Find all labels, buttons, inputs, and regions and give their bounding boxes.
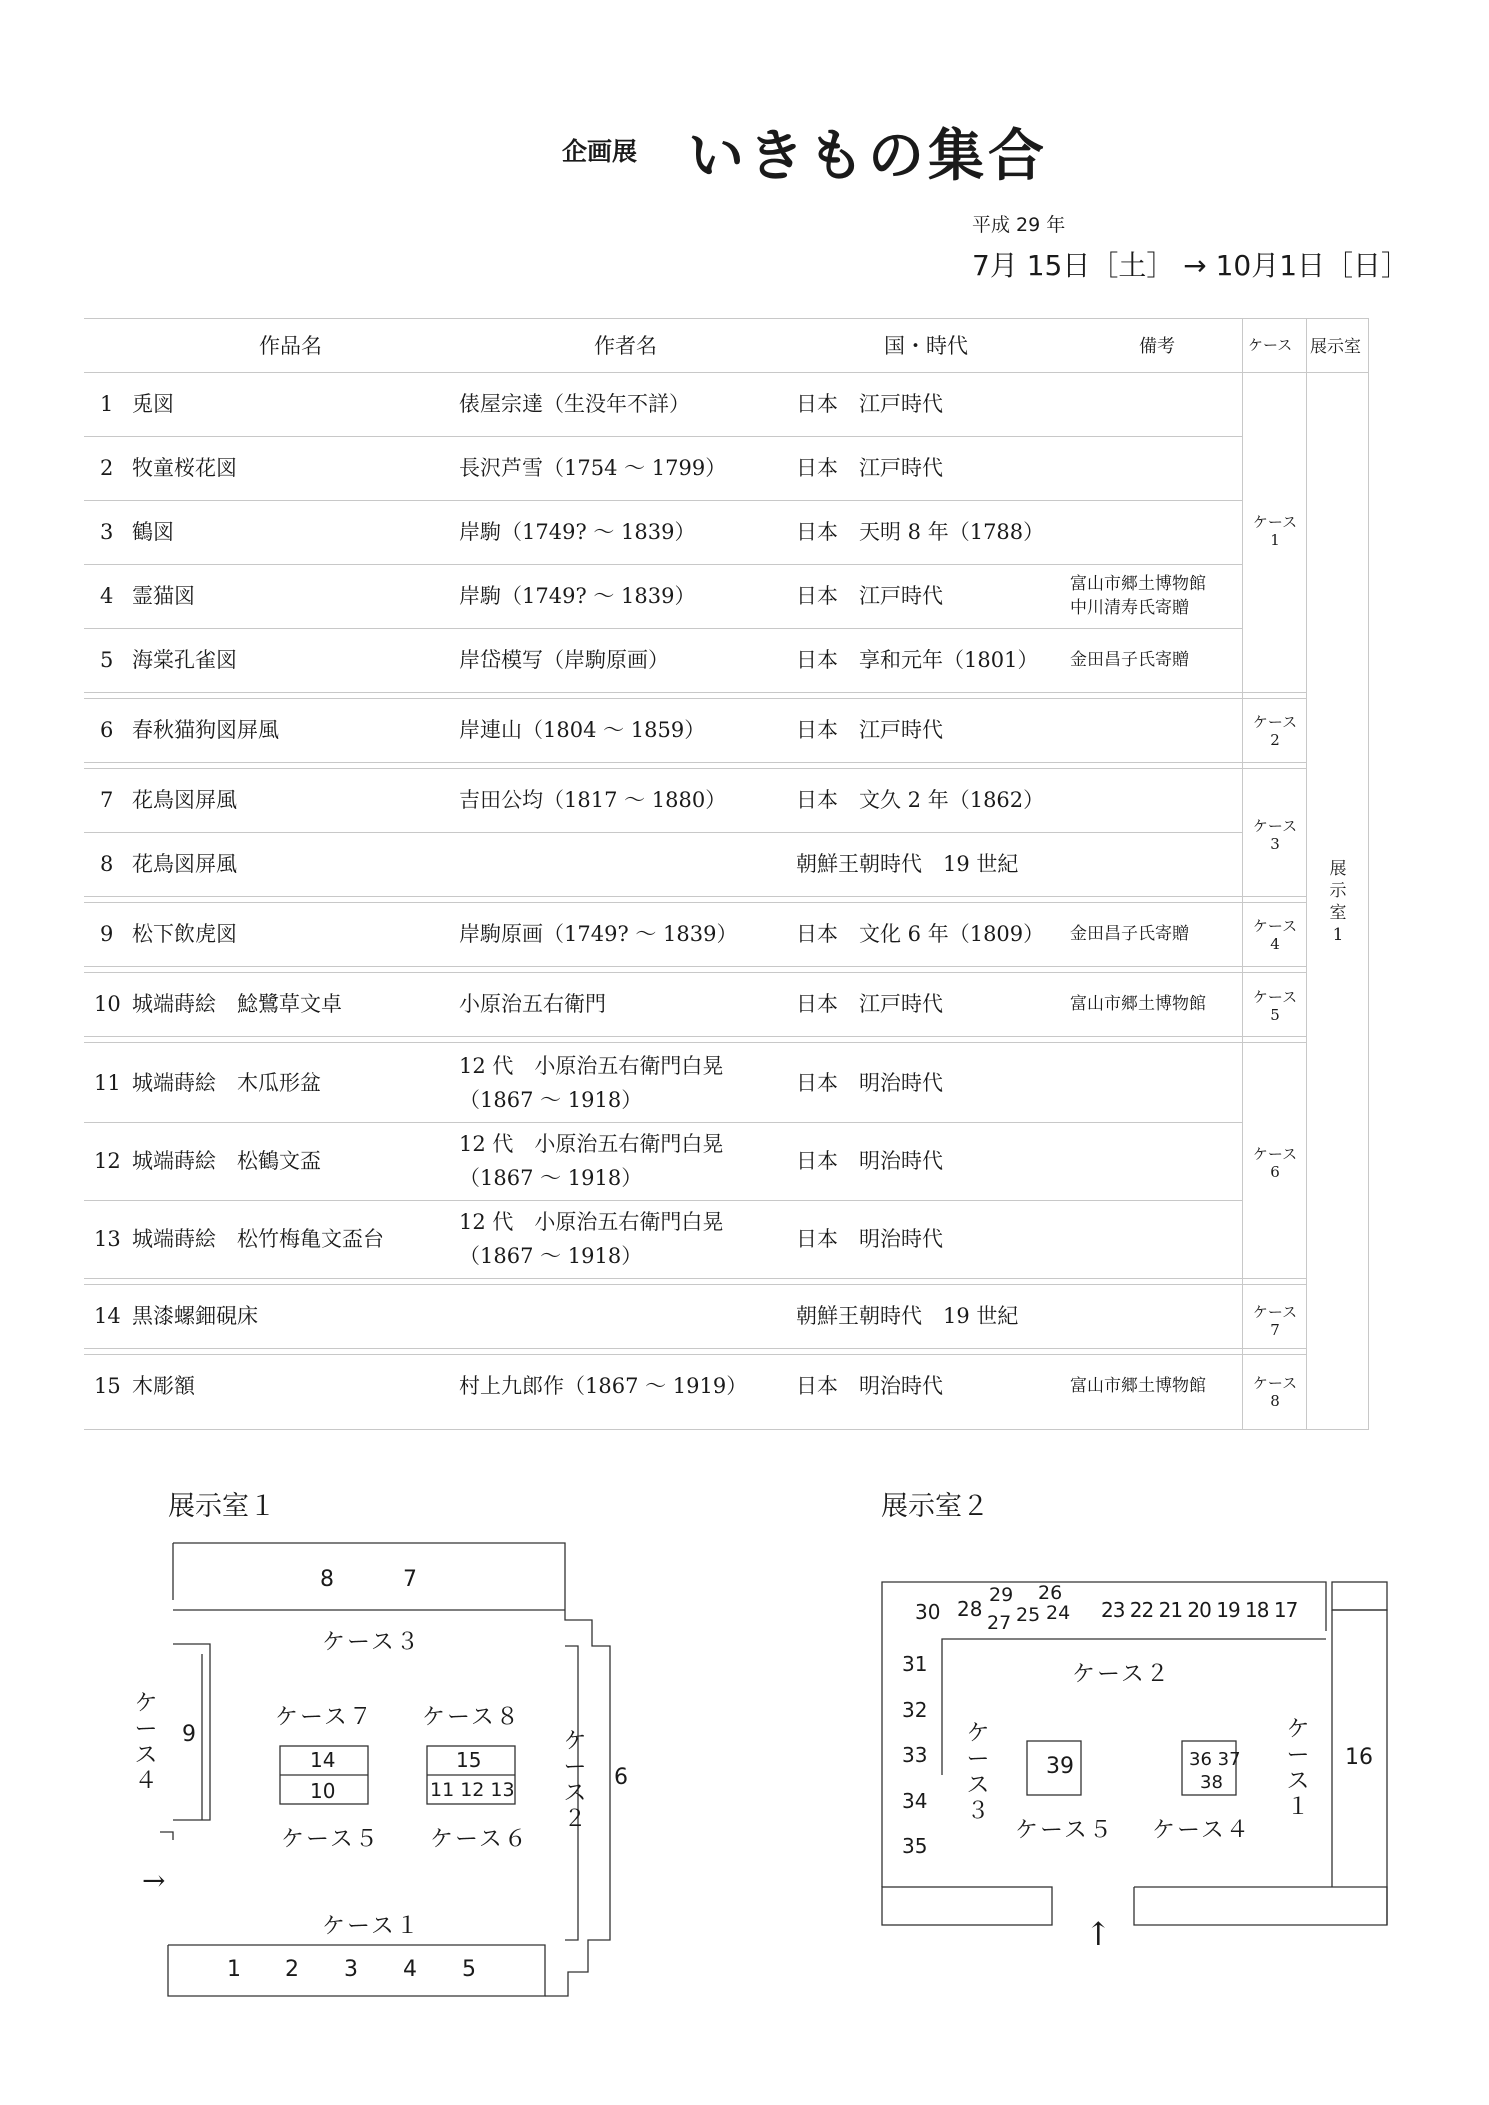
- artist-name: 岸駒原画（1749? ～ 1839）: [459, 922, 738, 946]
- map1-num-6: 6: [614, 1765, 628, 1790]
- map2-entrance-arrow: ↑: [1085, 1915, 1112, 1953]
- work-title: 花鳥図屏風: [132, 852, 237, 876]
- map1-num-3: 3: [344, 1957, 358, 1982]
- work-title: 松下飲虎図: [132, 922, 237, 946]
- map2-case5-label: ケース５: [1015, 1817, 1114, 1843]
- row-number: 8: [100, 852, 114, 876]
- map1-case4-label: ケ ー ス ４: [134, 1690, 158, 1794]
- map1-num-5: 5: [462, 1957, 476, 1982]
- table-row: [84, 372, 1242, 436]
- map2-num-38: 38: [1200, 1772, 1223, 1793]
- origin-period: 日本 江戸時代: [796, 392, 943, 416]
- work-title: 城端蒔絵 松鶴文盃: [132, 1149, 321, 1173]
- col-header-title: 作品名: [259, 334, 322, 358]
- artist-name: 12 代 小原治五右衛門白晃 （1867 ～ 1918）: [459, 1132, 724, 1190]
- col-header-case: ケース: [1248, 336, 1293, 354]
- work-title: 黒漆螺鈿硯床: [132, 1304, 258, 1328]
- map2-case1-label: ケ ー ス １: [1286, 1716, 1310, 1820]
- map1-num-4: 4: [403, 1957, 417, 1982]
- origin-period: 日本 享和元年（1801）: [796, 648, 1039, 672]
- origin-period: 日本 天明 8 年（1788）: [796, 520, 1045, 544]
- row-number: 9: [100, 922, 114, 946]
- note: 富山市郷土博物館: [1070, 1376, 1206, 1396]
- origin-period: 日本 明治時代: [796, 1227, 943, 1251]
- origin-period: 日本 文久 2 年（1862）: [796, 788, 1045, 812]
- map1-case8-label: ケース８: [422, 1704, 521, 1730]
- origin-period: 日本 明治時代: [796, 1149, 943, 1173]
- work-title: 海棠孔雀図: [132, 648, 237, 672]
- origin-period: 日本 江戸時代: [796, 718, 943, 742]
- table-bottom-border: [84, 1429, 1369, 1430]
- exhibition-label: 企画展: [562, 137, 638, 166]
- map2-num-25: 25: [1016, 1604, 1041, 1626]
- row-number: 15: [94, 1374, 121, 1398]
- map1-case6-label: ケース６: [430, 1826, 529, 1852]
- map2-num-24: 24: [1046, 1602, 1071, 1624]
- map2-case3-label: ケ ー ス ３: [966, 1720, 990, 1824]
- map1-case7-label: ケース７: [275, 1704, 374, 1730]
- artist-name: 岸駒（1749? ～ 1839）: [459, 584, 696, 608]
- table-row: [84, 1044, 1242, 1122]
- room-col-divider: [1306, 318, 1307, 1430]
- note: 富山市郷土博物館: [1070, 994, 1206, 1014]
- artist-name: 小原治五右衛門: [459, 992, 606, 1016]
- map2-num-16: 16: [1345, 1745, 1373, 1770]
- table-row: [84, 1122, 1242, 1200]
- work-title: 城端蒔絵 鯰鷺草文卓: [132, 992, 342, 1016]
- table-row: [84, 1354, 1242, 1418]
- origin-period: 朝鮮王朝時代 19 世紀: [796, 852, 1019, 876]
- work-title: 木彫額: [132, 1374, 195, 1398]
- table-row: [84, 1284, 1242, 1348]
- note: 富山市郷土博物館 中川清寿氏寄贈: [1070, 574, 1206, 618]
- case-cell-4: ケース 4: [1252, 917, 1298, 953]
- row-number: 6: [100, 718, 114, 742]
- group-divider: [84, 692, 1306, 693]
- map2-num-32: 32: [902, 1698, 928, 1722]
- row-number: 12: [94, 1149, 121, 1173]
- origin-period: 日本 明治時代: [796, 1071, 943, 1095]
- map1-num-2: 2: [285, 1957, 299, 1982]
- table-row: [84, 564, 1242, 628]
- work-title: 花鳥図屏風: [132, 788, 237, 812]
- map1-num-8: 8: [320, 1567, 334, 1592]
- artist-name: 岸岱模写（岸駒原画）: [459, 648, 669, 672]
- case-cell-3: ケース 3: [1252, 817, 1298, 853]
- table-row: [84, 972, 1242, 1036]
- works-table: [84, 318, 1369, 1430]
- work-title: 春秋猫狗図屏風: [132, 718, 279, 742]
- map1-num-7: 7: [403, 1567, 417, 1592]
- era-year: 平成 29 年: [972, 214, 1066, 236]
- map2-num-35: 35: [902, 1834, 928, 1858]
- row-number: 14: [94, 1304, 121, 1328]
- case-cell-1: ケース 1: [1252, 513, 1298, 549]
- map2-num-29: 29: [989, 1584, 1014, 1606]
- work-title: 牧童桜花図: [132, 456, 237, 480]
- row-number: 3: [100, 520, 114, 544]
- map1-num-14: 14: [310, 1748, 336, 1772]
- row-number: 4: [100, 584, 114, 608]
- table-row: [84, 832, 1242, 896]
- case-col-divider: [1242, 318, 1243, 1430]
- map1-title: 展示室１: [168, 1491, 276, 1522]
- map2-num-34: 34: [902, 1789, 928, 1813]
- col-header-origin: 国・時代: [884, 334, 968, 358]
- work-title: 鶴図: [132, 520, 174, 544]
- work-title: 城端蒔絵 木瓜形盆: [132, 1071, 321, 1095]
- artist-name: 12 代 小原治五右衛門白晃 （1867 ～ 1918）: [459, 1054, 724, 1112]
- work-title: 霊猫図: [132, 584, 195, 608]
- table-row: [84, 902, 1242, 966]
- case-cell-6: ケース 6: [1252, 1145, 1298, 1181]
- map1-num-10: 10: [310, 1779, 336, 1803]
- group-divider: [84, 1348, 1306, 1349]
- artist-name: 岸連山（1804 ～ 1859）: [459, 718, 706, 742]
- artist-name: 12 代 小原治五右衛門白晃 （1867 ～ 1918）: [459, 1210, 724, 1268]
- map1-case1-label: ケース１: [322, 1913, 421, 1939]
- col-header-note: 備考: [1139, 336, 1175, 357]
- room-cell-1: 展 示 室 1: [1329, 859, 1347, 945]
- map1-num-11-13: 11 12 13: [430, 1779, 515, 1801]
- group-divider: [84, 1042, 1306, 1043]
- map2-num-39: 39: [1046, 1754, 1074, 1779]
- col-header-artist: 作者名: [594, 334, 657, 358]
- origin-period: 日本 江戸時代: [796, 992, 943, 1016]
- case-cell-2: ケース 2: [1252, 713, 1298, 749]
- row-number: 1: [100, 392, 114, 416]
- map1-case3-label: ケース３: [322, 1629, 421, 1655]
- table-top-border: [84, 318, 1369, 319]
- origin-period: 日本 江戸時代: [796, 456, 943, 480]
- case-cell-5: ケース 5: [1252, 988, 1298, 1024]
- work-title: 兎図: [132, 392, 174, 416]
- row-number: 13: [94, 1227, 121, 1251]
- row-number: 5: [100, 648, 114, 672]
- col-header-room: 展示室: [1310, 337, 1361, 357]
- group-divider: [84, 1278, 1306, 1279]
- map1-num-9: 9: [182, 1722, 196, 1747]
- origin-period: 日本 文化 6 年（1809）: [796, 922, 1045, 946]
- row-number: 11: [94, 1071, 121, 1095]
- map2-title: 展示室２: [881, 1491, 989, 1522]
- origin-period: 朝鮮王朝時代 19 世紀: [796, 1304, 1019, 1328]
- group-divider: [84, 896, 1306, 897]
- artist-name: 村上九郎作（1867 ～ 1919）: [459, 1374, 748, 1398]
- map1-case5-label: ケース５: [281, 1826, 380, 1852]
- map2-case2-label: ケース２: [1072, 1661, 1171, 1687]
- map1-case2-label: ケ ー ス ２: [563, 1728, 587, 1832]
- origin-period: 日本 江戸時代: [796, 584, 943, 608]
- row-number: 7: [100, 788, 114, 812]
- group-divider: [84, 966, 1306, 967]
- note: 金田昌子氏寄贈: [1070, 924, 1189, 944]
- exhibition-title: いきもの集合: [688, 123, 1048, 189]
- map2-num-17-23: 23 22 21 20 19 18 17: [1101, 1598, 1298, 1622]
- row-number: 10: [94, 992, 121, 1016]
- map2-case4-label: ケース４: [1152, 1817, 1251, 1843]
- group-divider: [84, 1036, 1306, 1037]
- map1-num-1: 1: [227, 1957, 241, 1982]
- artist-name: 吉田公均（1817 ～ 1880）: [459, 788, 727, 812]
- map1-num-15: 15: [456, 1748, 482, 1772]
- artist-name: 岸駒（1749? ～ 1839）: [459, 520, 696, 544]
- map2-num-33: 33: [902, 1743, 928, 1767]
- case-cell-8: ケース 8: [1252, 1374, 1298, 1410]
- map2-num-27: 27: [987, 1612, 1012, 1634]
- artist-name: 俵屋宗達（生没年不詳）: [459, 392, 690, 416]
- case-cell-7: ケース 7: [1252, 1303, 1298, 1339]
- map2-num-30: 30: [915, 1600, 941, 1624]
- map1-entrance-arrow: →: [142, 1864, 166, 1897]
- map2-num-28: 28: [957, 1597, 983, 1621]
- note: 金田昌子氏寄贈: [1070, 650, 1189, 670]
- map2-num-31: 31: [902, 1652, 928, 1676]
- origin-period: 日本 明治時代: [796, 1374, 943, 1398]
- table-row: [84, 1200, 1242, 1278]
- table-row: [84, 500, 1242, 564]
- artist-name: 長沢芦雪（1754 ～ 1799）: [459, 456, 727, 480]
- table-row: [84, 436, 1242, 500]
- row-number: 2: [100, 456, 114, 480]
- table-row: [84, 628, 1242, 692]
- map2-num-36-37: 36 37: [1189, 1749, 1241, 1770]
- map2-num-26: 26: [1038, 1582, 1063, 1604]
- work-title: 城端蒔絵 松竹梅亀文盃台: [132, 1227, 384, 1251]
- table-right-border: [1368, 318, 1369, 1430]
- group-divider: [84, 762, 1306, 763]
- table-row: [84, 698, 1242, 762]
- table-row: [84, 768, 1242, 832]
- exhibition-period: 7月 15日［土］ → 10月1日［日］: [972, 249, 1410, 282]
